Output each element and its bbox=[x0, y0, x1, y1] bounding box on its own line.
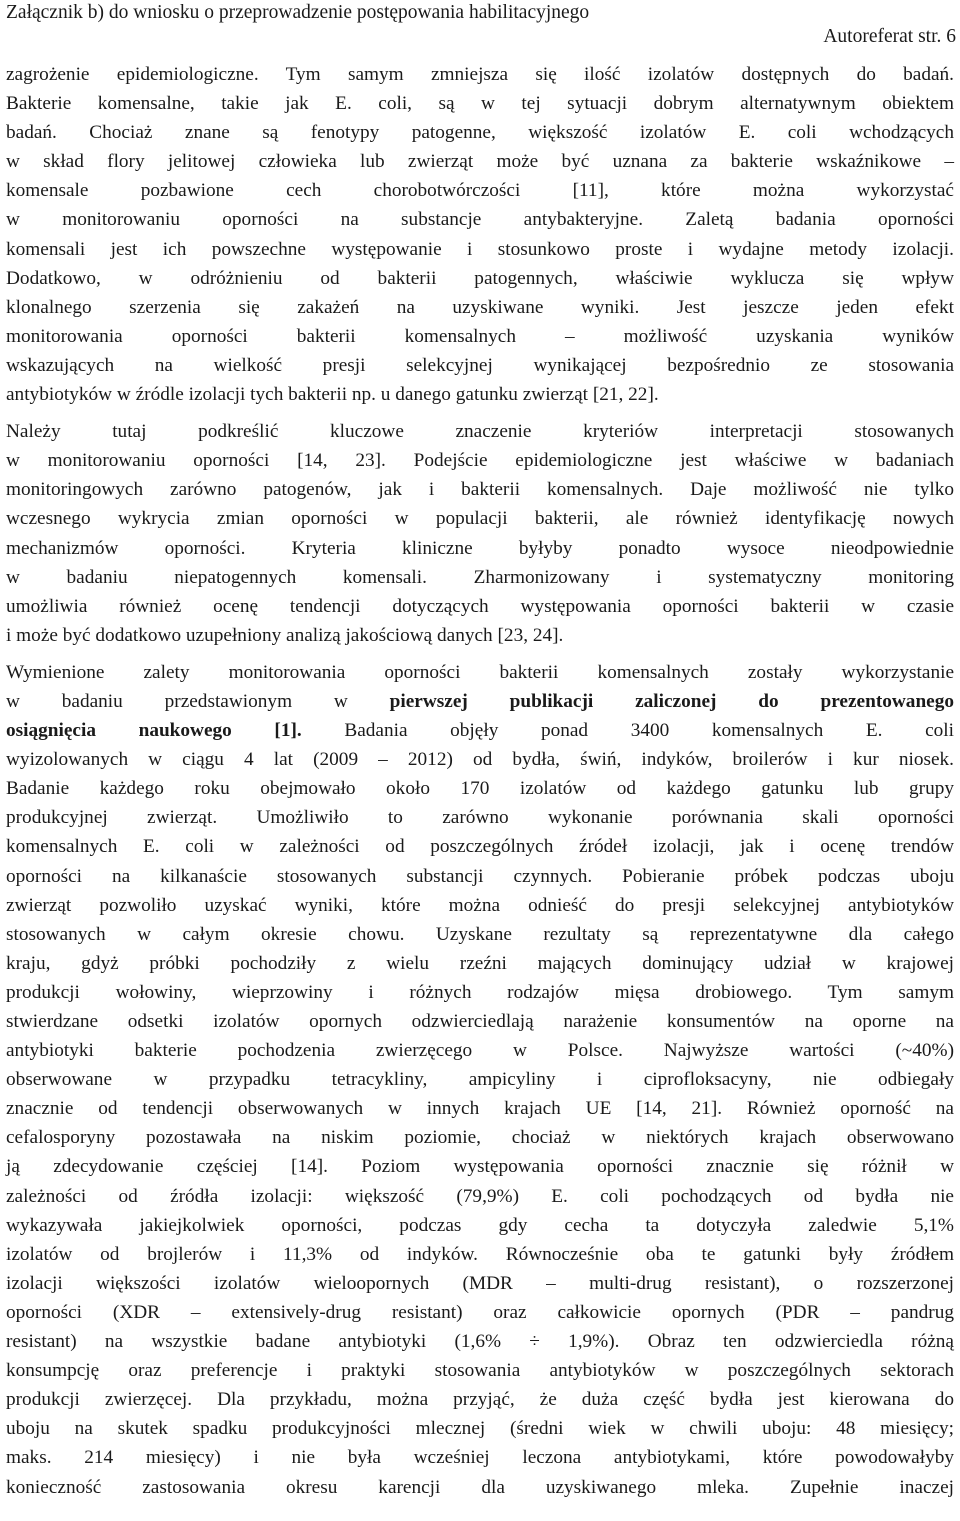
text-line: antybiotyki bakterie pochodzenia zwierzęcego w Polsce. Najwyższe wartości (~40%) bbox=[6, 1040, 954, 1062]
text-line: znacznie od tendencji obserwowanych w innych krajach UE [14, 21]. Również oporność na bbox=[6, 1098, 954, 1120]
bold-text: osiągnięcia naukowego [1]. bbox=[6, 720, 302, 742]
text-line: uboju na skutek spadku produkcyjności mlecznej (średni wiek w chwili uboju: 48 miesięcy; bbox=[6, 1418, 954, 1440]
text-line: izolatów od brojlerów i 11,3% od indyków. Równocześnie oba te gatunki były źródłem bbox=[6, 1243, 954, 1265]
document-body bbox=[6, 60, 954, 1502]
text-line: maks. 214 miesięcy) i nie była wcześniej leczona antybiotykami, które powodowałyby bbox=[6, 1447, 954, 1469]
text-line: produkcji zwierzęcej. Dla przykładu, można przyjąć, że duża część bydła jest kierowana do bbox=[6, 1389, 954, 1411]
text-line: obserwowane w przypadku tetracykliny, ampicyliny i ciprofloksacyny, nie odbiegały bbox=[6, 1069, 954, 1091]
text-line: w skład flory jelitowej człowieka lub zwierząt może być uznana za bakterie wskaźnikowe – bbox=[6, 151, 954, 173]
text-line: resistant) na wszystkie badane antybiotyki (1,6% ÷ 1,9%). Obraz ten odzwierciedla różną bbox=[6, 1331, 954, 1353]
text-line: wczesnego wykrycia zmian oporności w populacji bakterii, ale również identyfikację nowych bbox=[6, 508, 954, 530]
text-line: Dodatkowo, w odróżnieniu od bakterii patogennych, właściwie wyklucza się wpływ bbox=[6, 267, 954, 289]
text-line: zagrożenie epidemiologiczne. Tym samym zmniejsza się ilość izolatów dostępnych do badań. bbox=[6, 64, 954, 85]
text-line bbox=[6, 716, 954, 745]
text-line: monitoringowych zarówno patogenów, jak i bakterii komensalnych. Daje możliwość nie tylko bbox=[6, 479, 954, 501]
text-line: wyizolowanych w ciągu 4 lat (2009 – 2012) od bydła, świń, indyków, broilerów i kur niosek. bbox=[6, 749, 954, 771]
text-line: w monitorowaniu oporności [14, 23]. Podejście epidemiologiczne jest właściwe w badaniach bbox=[6, 450, 954, 472]
text-line: cefalosporyny pozostawała na niskim poziomie, chociaż w niektórych krajach obserwowano bbox=[6, 1127, 954, 1149]
bold-text: pierwszej publikacji zaliczonej do prezentowanego bbox=[389, 690, 955, 712]
text-line: oporności na kilkanaście stosowanych substancji czynnych. Pobieranie próbek podczas uboju bbox=[6, 865, 954, 887]
text-line: kraju, gdyż próbki pochodziły z wielu rzeźni mających dominujący udział w krajowej bbox=[6, 952, 954, 974]
paragraph-3 bbox=[6, 658, 954, 1502]
text-line: antybiotyków w źródle izolacji tych bakterii np. u danego gatunku zwierząt [21, 22]. bbox=[6, 384, 659, 406]
text-line: komensalnych E. coli w zależności od poszczególnych źródeł izolacji, jak i ocenę trendów bbox=[6, 836, 954, 858]
text-run: Badania objęły ponad 3400 komensalnych E. coli bbox=[301, 720, 954, 742]
text-line: produkcji wołowiny, wieprzowiny i różnych rodzajów mięsa drobiowego. Tym samym bbox=[6, 981, 954, 1003]
text-line: izolacji większości izolatów wieloopornych (MDR – multi-drug resistant), o rozszerzonej bbox=[6, 1272, 954, 1294]
text-line: Wymienione zalety monitorowania oporności bakterii komensalnych zostały wykorzystanie bbox=[6, 661, 954, 683]
text-line: Należy tutaj podkreślić kluczowe znaczenie kryteriów interpretacji stosowanych bbox=[6, 421, 954, 443]
text-line: produkcyjnej zwierząt. Umożliwiło to zarówno wykonanie porównania skali oporności bbox=[6, 807, 954, 829]
text-run: w badaniu przedstawionym w bbox=[6, 690, 390, 712]
text-line: i może być dodatkowo uzupełniony analizą jakościową danych [23, 24]. bbox=[6, 624, 564, 646]
text-line bbox=[6, 687, 954, 716]
text-line: Badanie każdego roku obejmowało około 170 izolatów od każdego gatunku lub grupy bbox=[6, 778, 954, 800]
text-line: stosowanych w całym okresie chowu. Uzyskane rezultaty są reprezentatywne dla całego bbox=[6, 923, 954, 945]
text-line: badań. Chociaż znane są fenotypy patogenne, większość izolatów E. coli wchodzących bbox=[6, 122, 954, 144]
text-line: konieczność zastosowania okresu karencji dla uzyskiwanego mleka. Zupełnie inaczej bbox=[6, 1476, 954, 1498]
text-line: zależności od źródła izolacji: większość (79,9%) E. coli pochodzących od bydła nie bbox=[6, 1185, 954, 1207]
text-line: konsumpcję oraz preferencje i praktyki stosowania antybiotyków w poszczególnych sektorach bbox=[6, 1360, 954, 1382]
paragraph-2 bbox=[6, 417, 954, 650]
text-line: klonalnego szerzenia się zakażeń na uzyskiwane wyniki. Jest jeszcze jeden efekt bbox=[6, 296, 954, 318]
text-line: Bakterie komensalne, takie jak E. coli, są w tej sytuacji dobrym alternatywnym obiektem bbox=[6, 93, 954, 115]
text-line: w monitorowaniu oporności na substancje antybakteryjne. Zaletą badania oporności bbox=[6, 209, 954, 231]
text-line: w badaniu niepatogennych komensali. Zharmonizowany i systematyczny monitoring bbox=[6, 566, 954, 588]
text-line: mechanizmów oporności. Kryteria kliniczne byłyby ponadto wysoce nieodpowiednie bbox=[6, 537, 954, 559]
text-line: wskazujących na wielkość presji selekcyjnej wynikającej bezpośrednio ze stosowania bbox=[6, 354, 954, 376]
paragraph-1 bbox=[6, 60, 954, 409]
text-line: stwierdzane odsetki izolatów opornych odzwierciedlają narażenie konsumentów na oporne na bbox=[6, 1011, 954, 1032]
text-line: umożliwia również ocenę tendencji dotyczących występowania oporności bakterii w czasie bbox=[6, 595, 954, 617]
header-page-label: Autoreferat str. 6 bbox=[823, 26, 956, 47]
text-line: komensali jest ich powszechne występowanie i stosunkowo proste i wydajne metody izolacji. bbox=[6, 238, 954, 260]
text-line: oporności (XDR – extensively-drug resistant) oraz całkowicie opornych (PDR – pandrug bbox=[6, 1301, 954, 1323]
text-line: komensale pozbawione cech chorobotwórczości [11], które można wykorzystać bbox=[6, 180, 954, 202]
text-line: ją zdecydowanie częściej [14]. Poziom występowania oporności znacznie się różnił w bbox=[6, 1156, 954, 1178]
text-line: wykazywała jakiejkolwiek oporności, podczas gdy cecha ta dotyczyła zaledwie 5,1% bbox=[6, 1214, 954, 1236]
page-header bbox=[6, 0, 956, 52]
header-title: Załącznik b) do wniosku o przeprowadzenie postępowania habilitacyjnego bbox=[6, 2, 590, 23]
text-line: monitorowania oporności bakterii komensalnych – możliwość uzyskania wyników bbox=[6, 325, 954, 347]
text-line: zwierząt pozwoliło uzyskać wyniki, które można odnieść do presji selekcyjnej antybiotyków bbox=[6, 894, 954, 916]
